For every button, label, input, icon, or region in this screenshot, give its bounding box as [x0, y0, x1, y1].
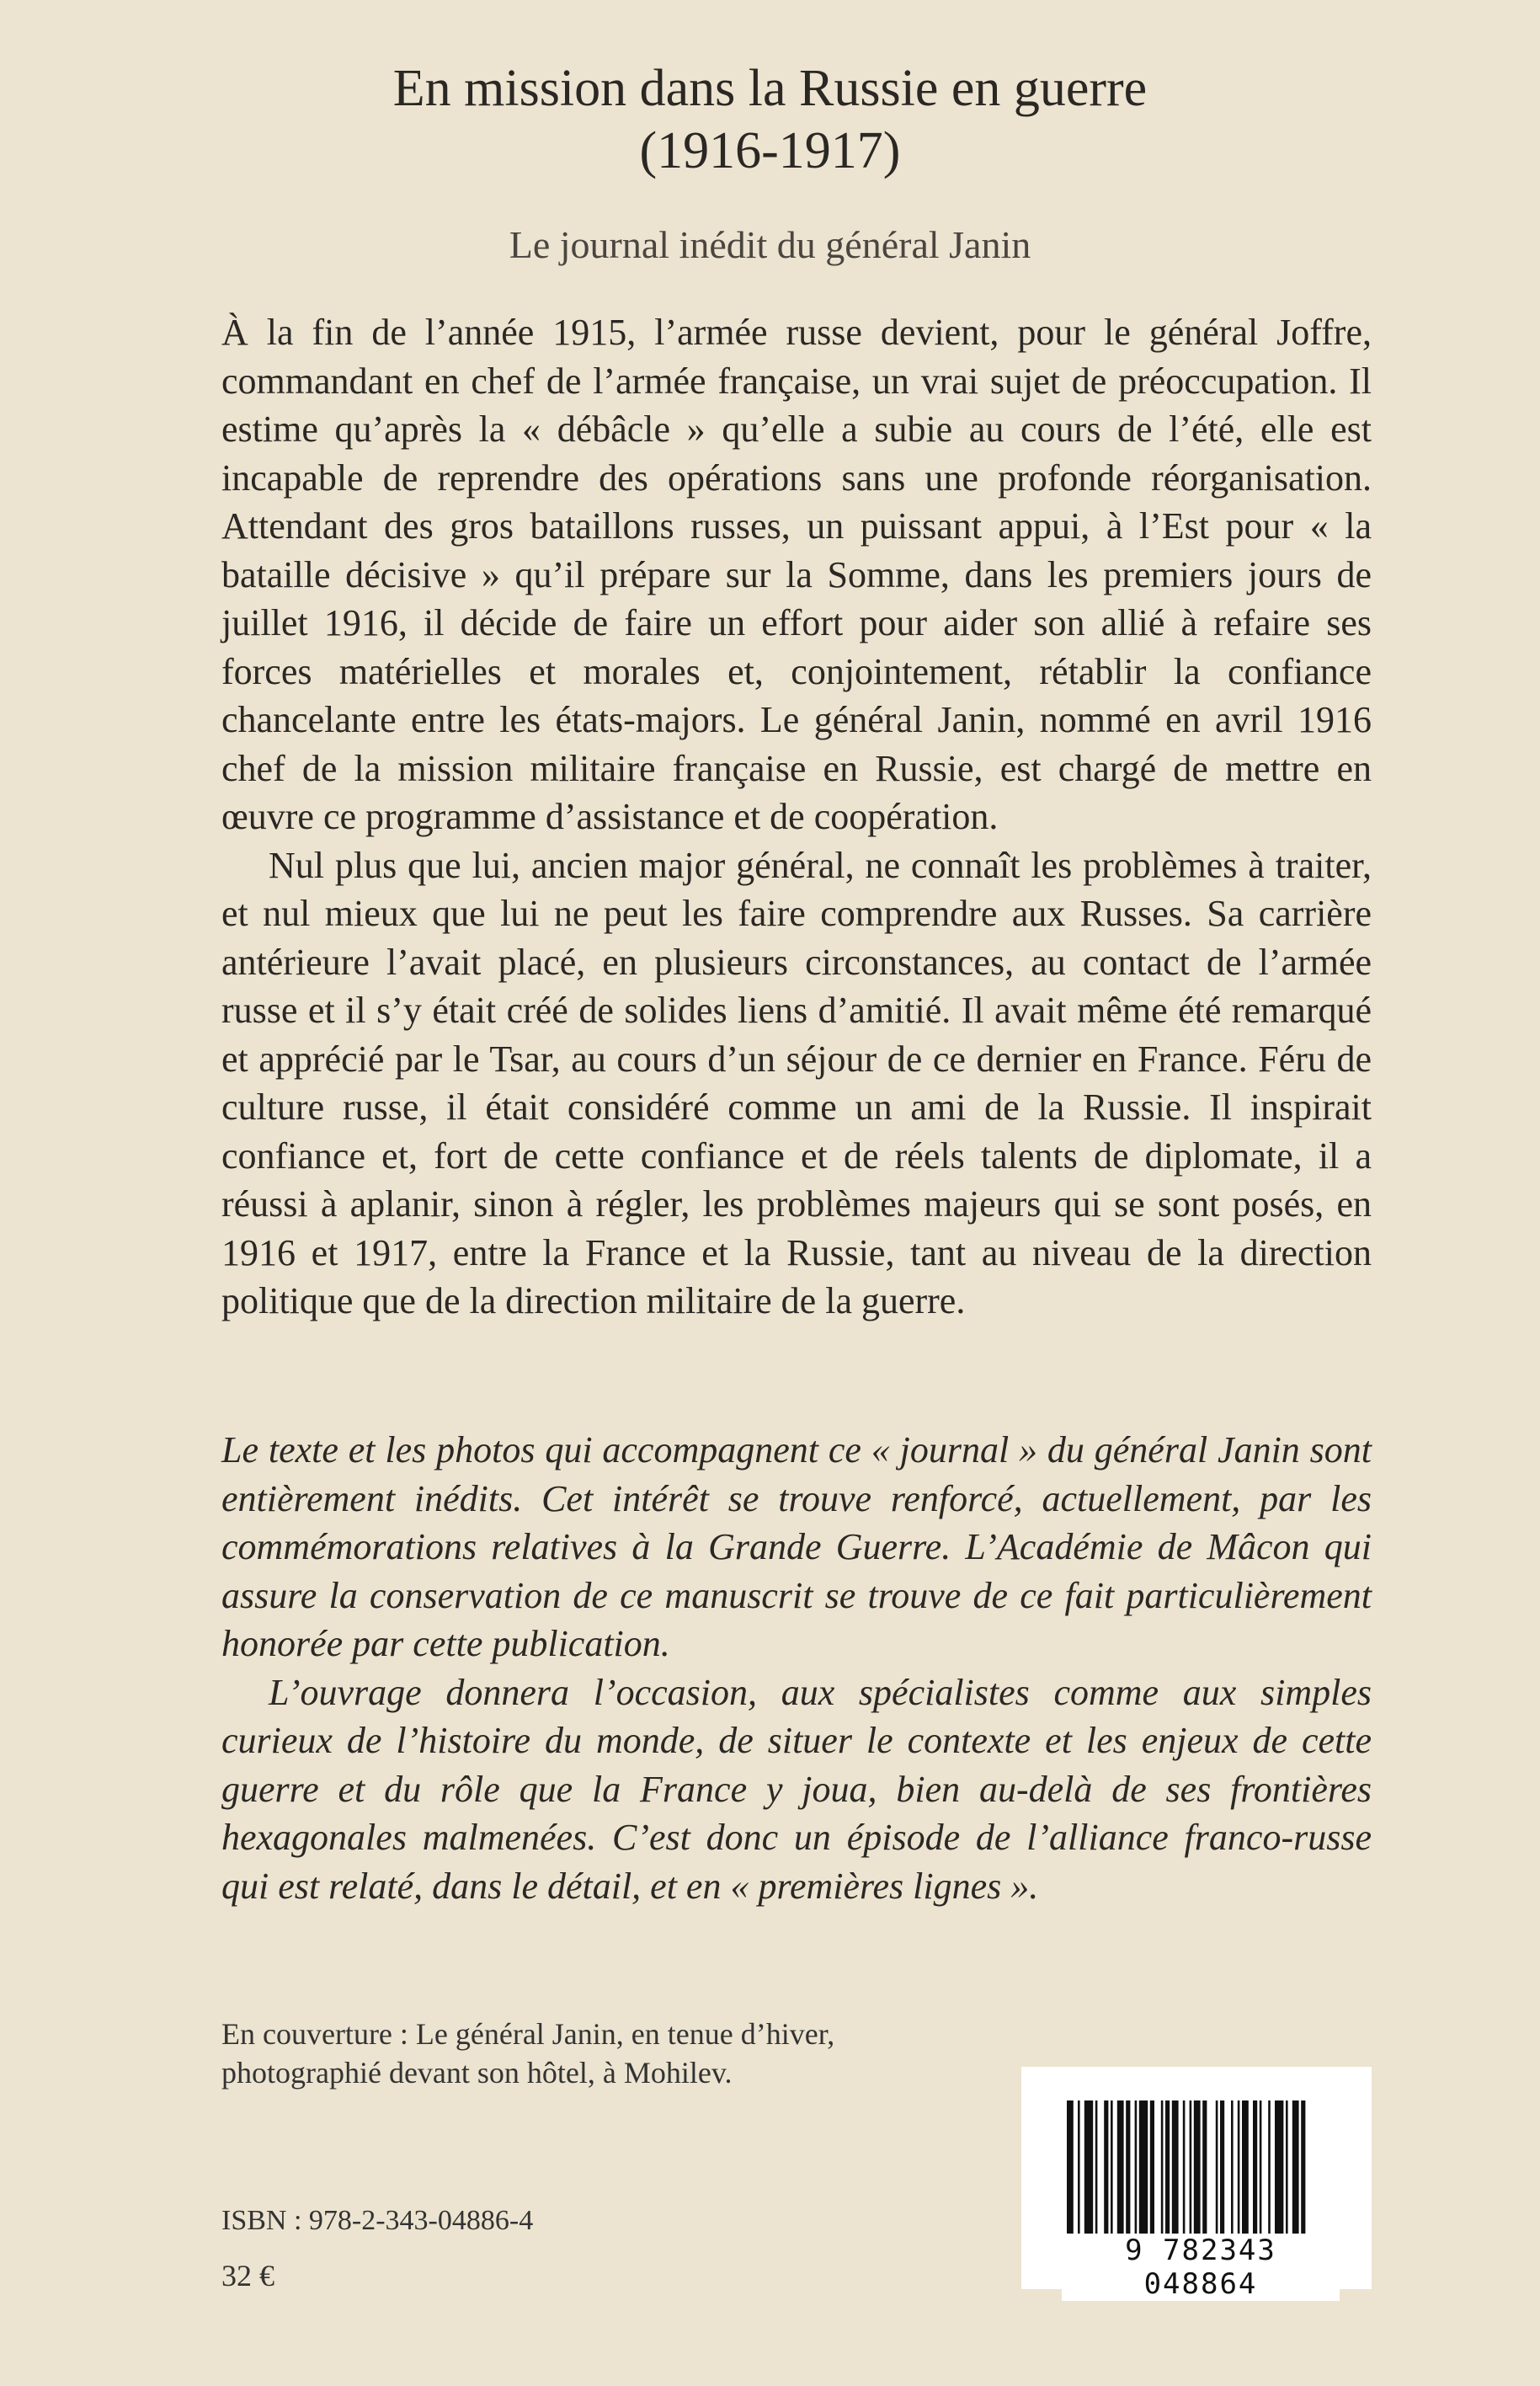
italic-description	[221, 1426, 1372, 1910]
cover-caption-line2: photographié devant son hôtel, à Mohilev.	[221, 2056, 733, 2090]
barcode-bar	[1111, 2100, 1113, 2244]
barcode-bar	[1067, 2100, 1074, 2244]
barcode-bar	[1078, 2100, 1080, 2244]
barcode-bar	[1095, 2100, 1098, 2244]
italic-paragraph-1: Le texte et les photos qui accompagnent ce « journal » du général Janin sont entièrement inédits. Cet intérêt se trouve renforcé, actuellement, par les commémorations relatives à la Grande Guerre. L’Académie de Mâcon qui assure la conservation de ce manuscrit se trouve de ce fait particulièrement honorée par cette publication.	[221, 1429, 1372, 1664]
barcode-bar	[1231, 2100, 1234, 2244]
italic-paragraph-2: L’ouvrage donnera l’occasion, aux spécialistes comme aux simples curieux de l’histoire du monde, de situer le contexte et les enjeux de cette guerre et du rôle que la France y joua, bien au-delà de ses frontières hexagonales malmenées. C’est donc un épisode de l’alliance franco-russe qui est relaté, dans le détail, et en « premières lignes ».	[221, 1671, 1372, 1907]
barcode-bar	[1161, 2100, 1164, 2244]
barcode-bar	[1139, 2100, 1148, 2244]
barcode-bar	[1275, 2100, 1283, 2244]
barcode-bar	[1150, 2100, 1154, 2244]
cover-caption	[221, 2015, 946, 2092]
barcode-bar	[1253, 2100, 1257, 2244]
barcode-bar	[1238, 2100, 1240, 2244]
barcode-bar	[1135, 2100, 1138, 2244]
book-title-line1: En mission dans la Russie en guerre	[392, 60, 1148, 117]
barcode-bar	[1292, 2100, 1299, 2244]
description-paragraph-1: À la fin de l’année 1915, l’armée russe devient, pour le général Joffre, commandant en chef de l’armée française, un vrai sujet de préoccupation. Il estime qu’après la « débâcle » qu’elle a subie au cours de l’été, elle est incapable de reprendre des opérations sans une profonde réorganisation. Attendant des gros bataillons russes, un puissant appui, à l’Est pour « la bataille décisive » qu’il prépare sur la Somme, dans les premiers jours de juillet 1916, il décide de faire un effort pour aider son allié à refaire ses forces matérielles et morales et, conjointement, rétablir la confiance chancelante entre les états-majors. Le général Janin, nommé en avril 1916 chef de la mission militaire française en Russie, est chargé de mettre en œuvre ce programme d’assistance et de coopération.	[221, 312, 1372, 837]
barcode-bar	[1117, 2100, 1124, 2244]
book-title-line2: (1916-1917)	[639, 122, 901, 179]
barcode-bar	[1084, 2100, 1093, 2244]
description-paragraph-2: Nul plus que lui, ancien major général, ne connaît les problèmes à traiter, et nul mieux que lui ne peut les faire comprendre aux Russes. Sa carrière antérieure l’avait placé, en plusieurs circonstances, au contact de l’armée russe et il s’y était créé de solides liens d’amitié. Il avait même été remarqué et apprécié par le Tsar, au cours d’un séjour de ce dernier en France. Féru de culture russe, il était considéré comme un ami de la Russie. Il inspirait confiance et, fort de cette confiance et de réels talents de diplomate, il a réussi à aplanir, sinon à régler, les problèmes majeurs qui se sont posés, en 1916 et 1917, entre la France et la Russie, tant au niveau de la direction politique que de la direction militaire de la guerre.	[221, 844, 1372, 1321]
cover-caption-line1: En couverture : Le général Janin, en tenue d’hiver,	[221, 2017, 835, 2051]
barcode-bar	[1190, 2100, 1192, 2244]
book-title	[0, 57, 1540, 182]
barcode-bar	[1194, 2100, 1201, 2244]
barcode-bar	[1260, 2100, 1262, 2244]
barcode-bar	[1183, 2100, 1186, 2244]
barcode-bar	[1104, 2100, 1108, 2244]
book-subtitle: Le journal inédit du général Janin	[509, 223, 1031, 266]
barcode-bars	[1067, 2100, 1330, 2244]
barcode-bar	[1202, 2100, 1207, 2244]
barcode-bar	[1216, 2100, 1218, 2244]
barcode	[1021, 2067, 1372, 2301]
barcode-bar	[1242, 2100, 1249, 2244]
barcode-digits: 9 782343 048864	[1062, 2234, 1340, 2301]
barcode-bar	[1301, 2100, 1305, 2244]
price-text: 32 €	[221, 2259, 274, 2293]
barcode-bar	[1286, 2100, 1288, 2244]
barcode-bar	[1126, 2100, 1130, 2244]
barcode-bar	[1220, 2100, 1224, 2244]
barcode-bar	[1165, 2100, 1170, 2244]
description-text	[221, 308, 1372, 1326]
isbn-text: ISBN : 978-2-343-04886-4	[221, 2205, 534, 2236]
barcode-bar	[1268, 2100, 1271, 2244]
barcode-bar	[1172, 2100, 1179, 2244]
